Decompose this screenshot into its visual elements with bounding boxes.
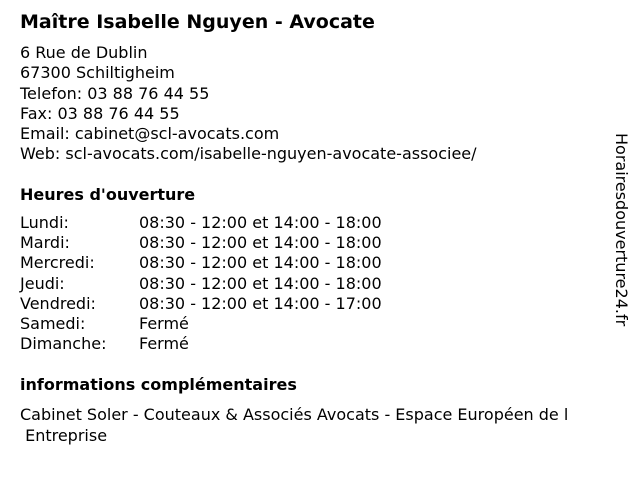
hours-day: Dimanche: (20, 334, 107, 354)
hours-day: Vendredi: (20, 293, 96, 313)
hours-time: 08:30 - 12:00 et 14:00 - 18:00 (139, 273, 382, 293)
contact-block (20, 43, 477, 165)
hours-day: Samedi: (20, 313, 86, 333)
hours-day: Jeudi: (20, 273, 65, 293)
hours-day: Mardi: (20, 233, 70, 253)
hours-time: 08:30 - 12:00 et 14:00 - 18:00 (139, 253, 382, 273)
info-text-line: Entreprise (20, 426, 108, 445)
hours-time: 08:30 - 12:00 et 14:00 - 18:00 (139, 233, 382, 253)
info-text-line: Cabinet Soler - Couteaux & Associés Avocats - Espace Européen de l (20, 405, 569, 424)
fax-number: Fax: 03 88 76 44 55 (20, 103, 180, 123)
hours-time: 08:30 - 12:00 et 14:00 - 17:00 (139, 293, 382, 313)
hours-time: Fermé (139, 334, 189, 354)
hours-day: Mercredi: (20, 253, 95, 273)
address-city: 67300 Schiltigheim (20, 63, 175, 83)
page-title: Maître Isabelle Nguyen - Avocate (20, 11, 375, 33)
site-watermark: Horairesdouverture24.fr (612, 133, 631, 327)
hours-time: 08:30 - 12:00 et 14:00 - 18:00 (139, 213, 382, 232)
hours-time: Fermé (139, 313, 189, 333)
info-text (20, 404, 625, 446)
hours-day: Lundi: (20, 213, 69, 232)
email-address: Email: cabinet@scl-avocats.com (20, 124, 280, 144)
address-street: 6 Rue de Dublin (20, 43, 148, 62)
hours-heading: Heures d'ouverture (20, 185, 196, 204)
info-heading: informations complémentaires (20, 375, 297, 394)
website-url: Web: scl-avocats.com/isabelle-nguyen-avocate-associee/ (20, 144, 477, 164)
phone-number: Telefon: 03 88 76 44 55 (20, 83, 210, 103)
